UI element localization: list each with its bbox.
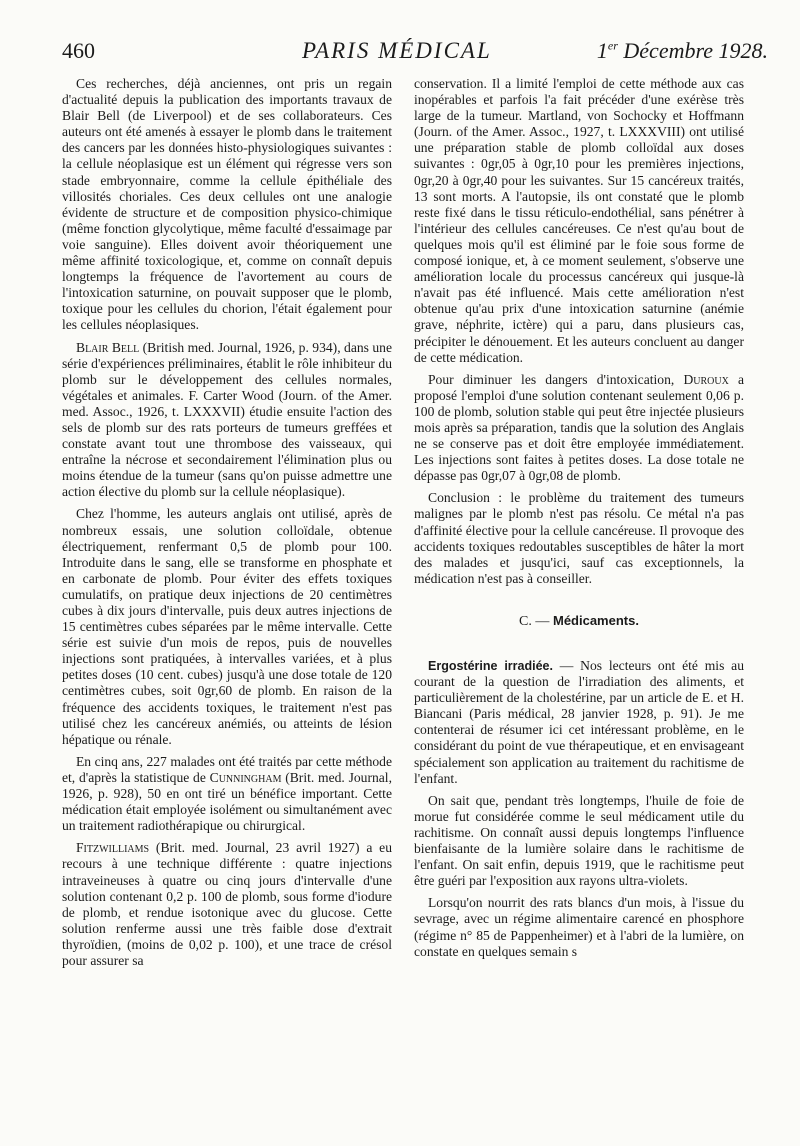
section-title: Médicaments. xyxy=(549,612,639,628)
author-name: Duroux xyxy=(683,371,729,387)
left-column xyxy=(62,76,392,975)
author-name: Blair Bell xyxy=(76,339,140,355)
right-column xyxy=(414,76,744,966)
author-name: Fitzwilliams xyxy=(76,840,150,856)
paragraph: Chez l'homme, les auteurs anglais ont utilisé, après de nombreux essais, une solution colloïdale, obtenue électriquement, renfermant 0,5 de plomb pour 100. Introduite dans le sang, elle se transforme en phosphate et en carbonate de plomb. Pour éviter des effets toxiques cumulatifs, on pratique deux injections de 20 centimètres cubes à dix jours d'intervalle, puis deux autres injections de 15 centimètres cubes séparées par le même intervalle. Cette série est suivie d'un mois de repos, puis de nouvelles injections sont pratiquées, à intervalles variées, et à plus petites doses (10 cent. cubes) jusqu'à une dose totale de 120 centimètres cubes, soit 0gr,60 de plomb. En raison de la fréquence des accidents toxiques, le traitement n'est pas utilisé chez les cancéreux anémiés, ou atteints de lésion hépatique ou rénale. xyxy=(62,506,392,747)
paragraph xyxy=(414,372,744,485)
paragraph: Lorsqu'on nourrit des rats blancs d'un mois, à l'issue du sevrage, avec un régime alimentaire carencé en phosphore (régime n° 85 de Pappenheimer) et à l'abri de la lumière, on constate en quelques semain s xyxy=(414,895,744,959)
section-letter: C. — xyxy=(519,613,550,629)
paragraph xyxy=(62,754,392,834)
section-heading xyxy=(414,613,744,630)
issue-date xyxy=(597,38,768,64)
paragraph-text: a proposé l'emploi d'une solution contenant seulement 0,06 p. 100 de plomb, solution stable qui peut être injectée plusieurs mois après sa préparation, tandis que la solution des Anglais ne se conserve pas et doit être employée immédiatement. Les injections sont faites à petites doses. La dose totale ne dépasse pas 0gr,07 à 0gr,08 de plomb. xyxy=(414,371,744,484)
page-header xyxy=(62,38,772,72)
paragraph: Ces recherches, déjà anciennes, ont pris un regain d'actualité depuis la publication des importants travaux de Blair Bell (de Liverpool) et de ses collaborateurs. Ces auteurs ont été amenés à essayer le plomb dans le traitement des cancers par les données histo-physiologiques suivantes : la cellule néoplasique est un élément qui régresse vers son stade embryonnaire, comme la cellule épithéliale des villosités choriales. Ces deux cellules ont une analogie évidente de structure et de composition physico-chimique (même fonction glycolytique, même faculté d'essaimage par voie sanguine). Elles doivent avoir théoriquement une même affinité toxicologique, et, comme on connaît depuis longtemps la fréquence de l'avortement au cours de l'intoxication saturnine, on pouvait supposer que le plomb, toxique pour les cellules du chorion, l'était également pour les cellules néoplasiques. xyxy=(62,76,392,333)
author-name: Cunningham xyxy=(209,769,282,785)
date-ordinal: er xyxy=(607,38,618,53)
run-in-heading: Ergostérine irradiée. xyxy=(428,659,553,673)
paragraph xyxy=(62,340,392,501)
paragraph-text: Pour diminuer les dangers d'intoxication, xyxy=(428,371,684,387)
paragraph-text: (Brit. med. Journal, 23 avril 1927) a eu recours à une technique différente : quatre injections intraveineuses à quatre ou cinq jours d'intervalle d'une solution contenant 0,2 p. 100 de plomb, sous forme d'iodure de plomb, et rendue isotonique avec du glucose. Cette solution renferme aussi une très faible dose d'extrait thyroïdien, (moins de 0,02 p. 100), et une trace de crésol pour assurer sa xyxy=(62,840,392,968)
journal-title: PARIS MÉDICAL xyxy=(302,38,492,63)
date-day: 1 xyxy=(596,38,608,63)
paragraph: On sait que, pendant très longtemps, l'huile de foie de morue fut considérée comme le seul médicament utile du rachitisme. On connaît aussi depuis longtemps l'influence bienfaisante de la lumière solaire dans le rachitisme de l'enfant. On sait enfin, depuis 1919, que le rachitisme peut être guéri par l'exposition aux rayons ultra-violets. xyxy=(414,792,744,889)
page-number: 460 xyxy=(62,38,95,63)
paragraph-text: — Nos lecteurs ont été mis au courant de la question de l'irradiation des aliments, et particulièrement de la cholestérine, par un article de E. et H. Biancani (Paris médical, 28 janvier 1928, p. 91). Je me contenterai de résumer ici cet intéressant problème, en le considérant du point de vue thérapeutique, et en envisageant spécialement son application au traitement du rachitisme de l'enfant. xyxy=(414,658,745,786)
paragraph-text: En cinq ans, 227 malades ont été traités par cette méthode et, d'après la statistique de xyxy=(62,753,392,785)
paragraph-text: (Brit. med. Journal, 1926, p. 928), 50 en ont tiré un bénéfice important. Cette médication était employée isolément ou simultanément avec un traitement radiothérapique ou chirurgical. xyxy=(62,769,392,834)
paragraph: conservation. Il a limité l'emploi de cette méthode aux cas inopérables et parfois l'a fait précéder d'une exérèse très large de la tumeur. Martland, von Sochocky et Hoffmann (Journ. of the Amer. Assoc., 1927, t. LXXXVIII) ont utilisé une préparation stable de plomb colloïdal aux doses suivantes : 0gr,05 à 0gr,10 pour les premières injections, 0gr,20 à 0gr,40 pour les suivantes. Sur 15 cancéreux traités, 13 sont morts. A l'autopsie, ils ont constaté que le plomb reste fixé dans le tissu réticulo-endothélial, sans pénétrer à l'intérieur des cellules cancéreuses. Ce n'est qu'au bout de quelques mois qu'il est éliminé par le foie sous forme de composé ionique, et, à ce moment seulement, s'observe une amélioration locale du processus cancéreux qui jusque-là n'avait pas été influencé. Mais cette amélioration n'est obtenue qu'au prix d'une intoxication saturnine (anémie grave, néphrite, ictère) qui a paru, dans plusieurs cas, précipiter le dénouement. Et les auteurs concluent au danger de cette médication. xyxy=(414,76,744,365)
paragraph-text: (British med. Journal, 1926, p. 934), dans une série d'expériences préliminaires, établit le rôle inhibiteur du plomb sur le développement des cellules normales, végétales et animales. F. Carter Wood (Journ. of the Amer. med. Assoc., 1926, t. LXXXVII) étudie ensuite l'action des sels de plomb sur des rats porteurs de tumeurs greffées et constate avant tout une thrombose des vaisseaux, qui entraîne la nécrose et secondairement l'élimination plus ou moins étendue de la tumeur (sans qu'on puisse admettre une action élective du plomb sur la cellule néoplasique). xyxy=(62,339,392,500)
paragraph xyxy=(414,658,744,787)
date-month-year: Décembre 1928. xyxy=(617,38,768,63)
paragraph: Conclusion : le problème du traitement des tumeurs malignes par le plomb n'est pas résolu. Ce métal n'a pas d'affinité élective pour la cellule cancéreuse. Il provoque des accidents toxiques redoutables susceptibles de hâter la mort des malades et jusqu'ici, sauf cas exceptionnels, la médication n'est pas à conseiller. xyxy=(414,490,744,586)
paragraph xyxy=(62,840,392,969)
